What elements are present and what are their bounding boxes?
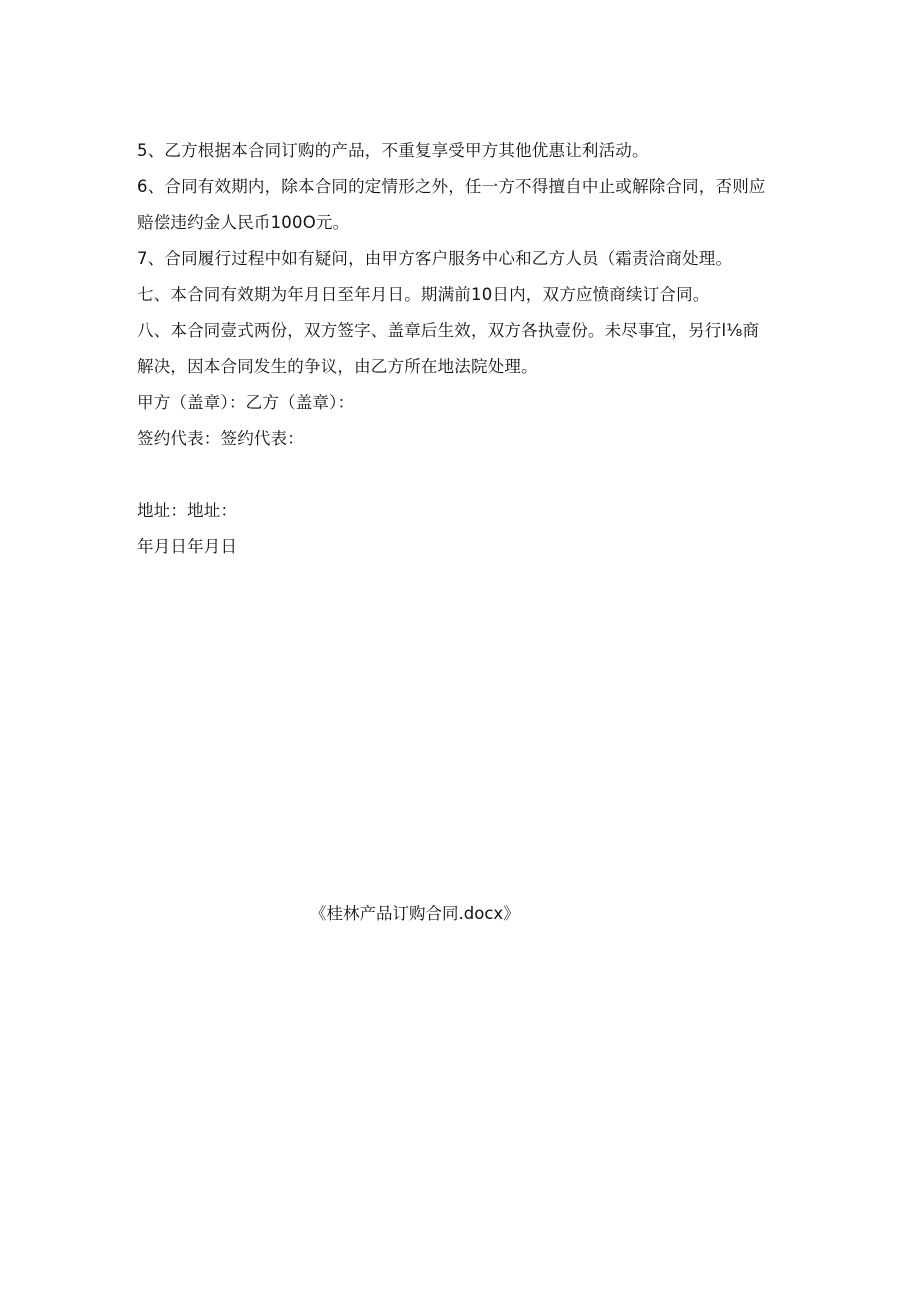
section-seven: 七、本合同有效期为年月日至年月日。期满前10日内，双方应愤商续订合同。 (137, 285, 710, 304)
clause-6: 6、合同有效期内，除本合同的定情形之外，任一方不得擅自中止或解除合同，否则应 (137, 177, 766, 196)
signatory-line: 签约代表：签约代表： (137, 429, 304, 448)
clause-5: 5、乙方根据本合同订购的产品，不重复享受甲方其他优惠让利活动。 (137, 141, 649, 160)
section-eight-continued: 解决，因本合同发生的争议，由乙方所在地法院处理。 (137, 357, 538, 376)
contract-body (137, 133, 787, 565)
address-line: 地址：地址： (137, 501, 238, 520)
party-seal-line: 甲方（盖章）：乙方（盖章）： (137, 393, 355, 412)
clause-6-continued: 赔偿违约金人民币100O元。 (137, 213, 350, 232)
date-line: 年月日年月日 (137, 537, 238, 556)
blank-line (137, 457, 787, 493)
section-eight: 八、本合同壹式两份，双方签字、盖章后生效，双方各执壹份。未尽事宜，另行l⅛商 (137, 321, 760, 340)
document-filename: 《桂林产品订购合同.docx》 (310, 904, 520, 923)
clause-7: 7、合同履行过程中如有疑问，由甲方客户服务中心和乙方人员（霜责洽商处理。 (137, 249, 733, 268)
